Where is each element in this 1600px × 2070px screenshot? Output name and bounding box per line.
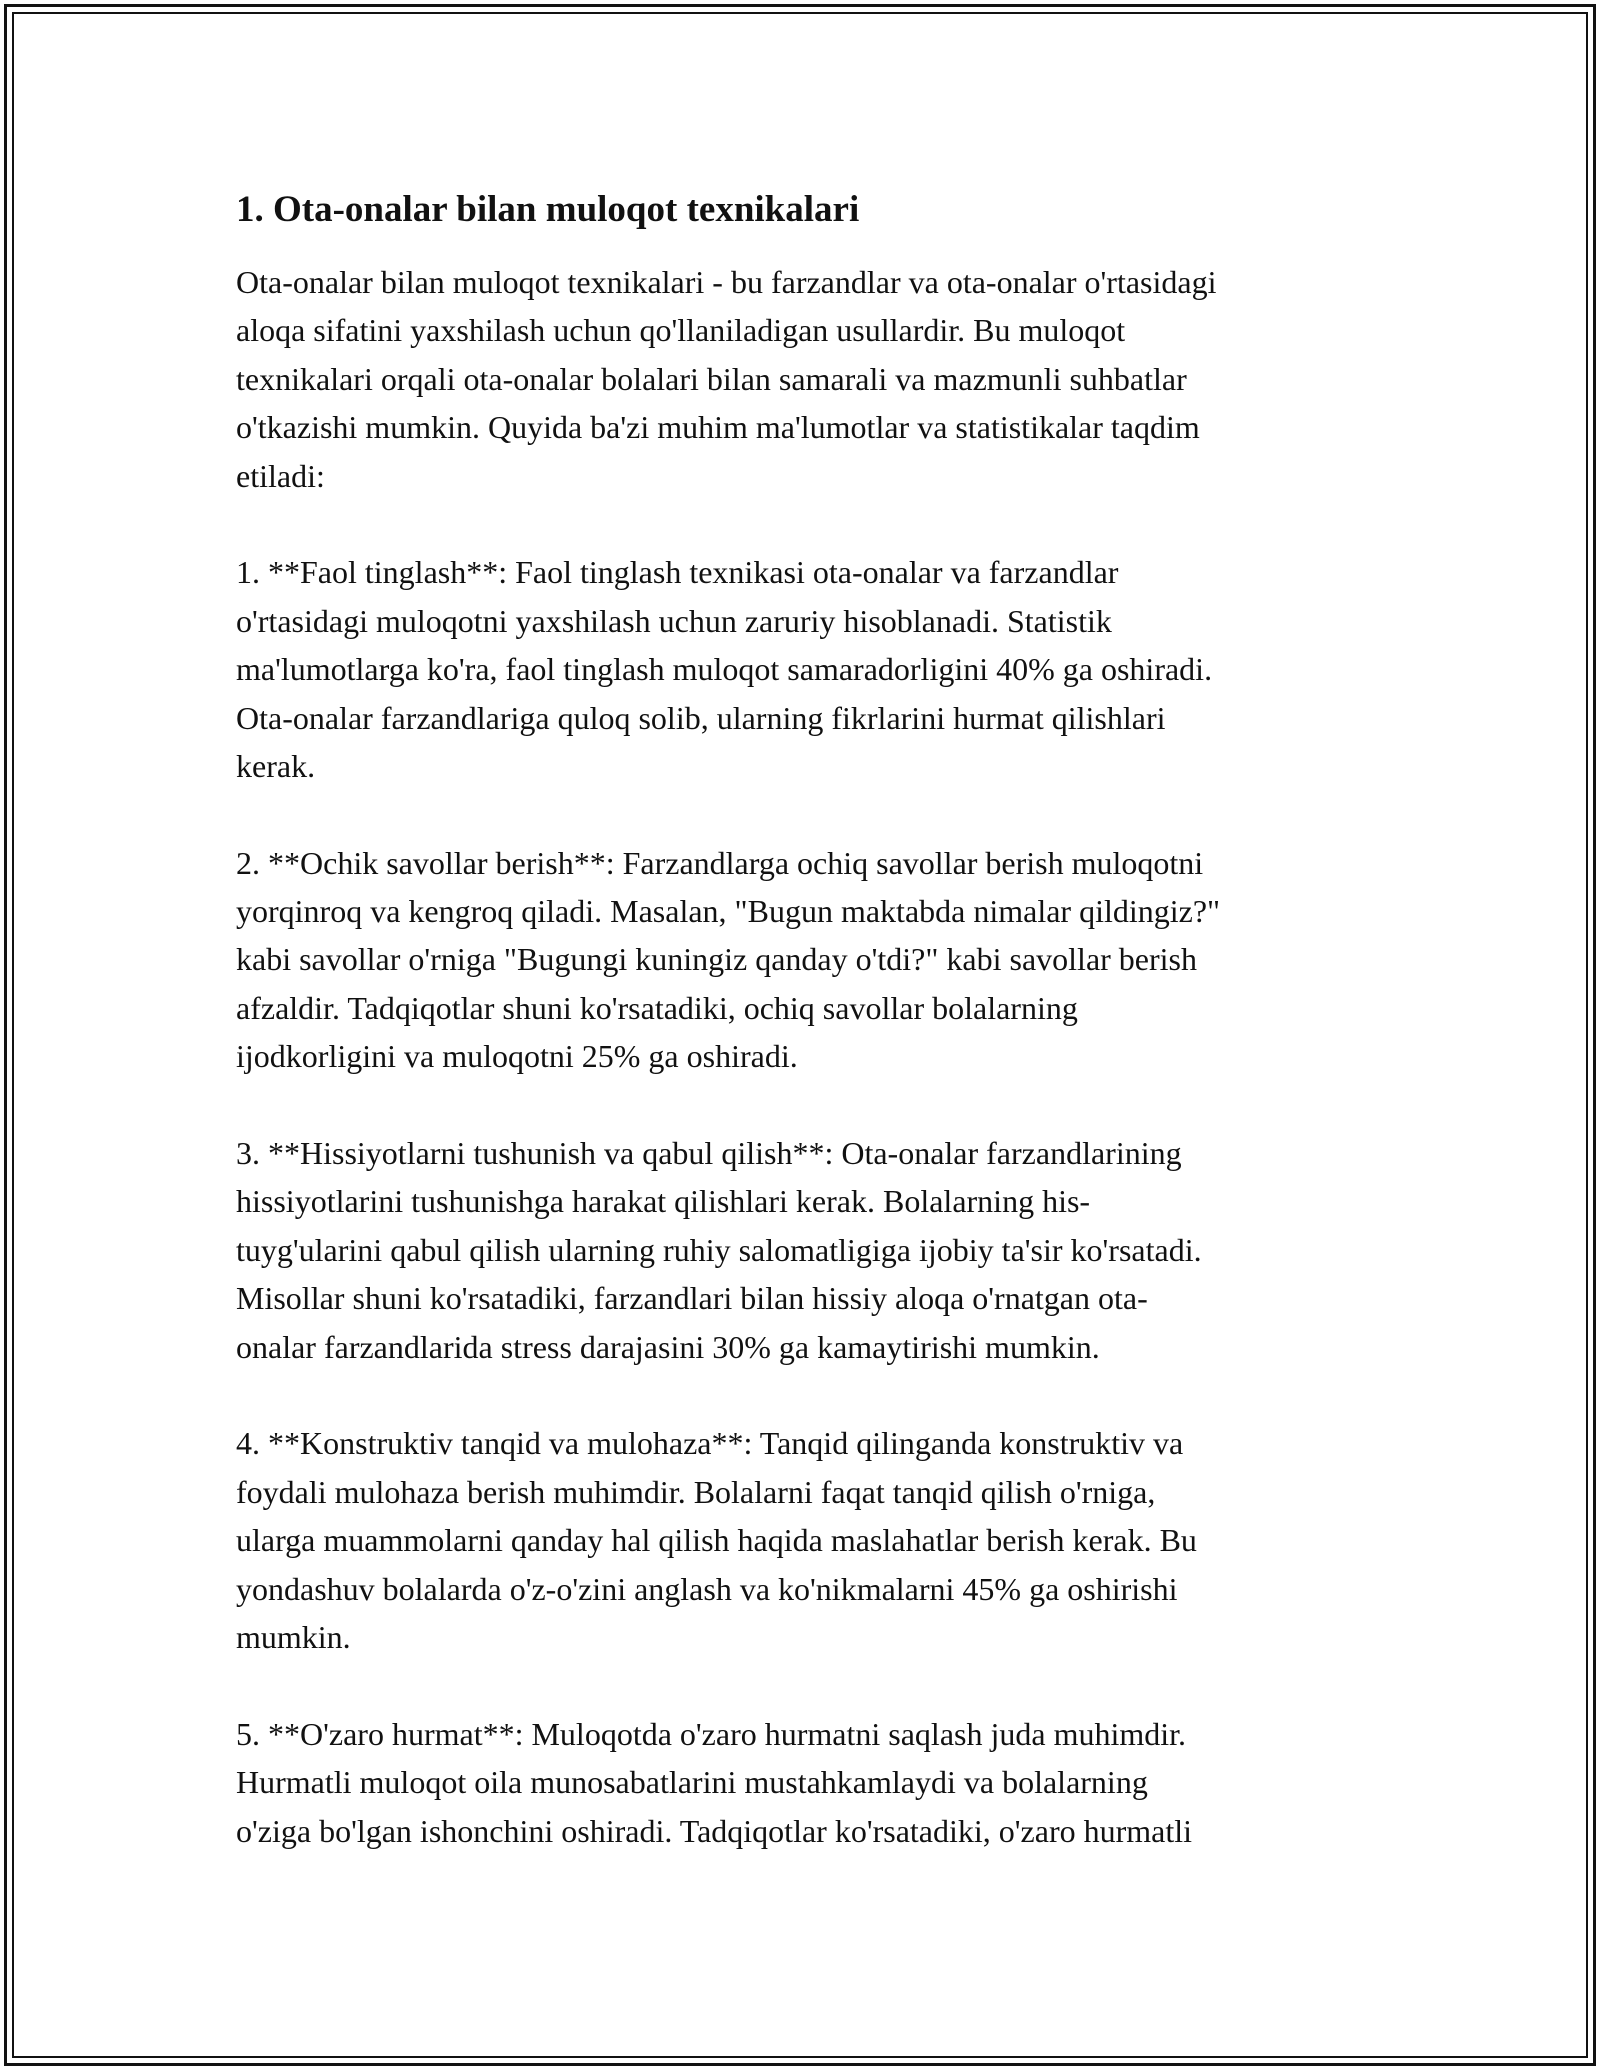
text-line: foydali mulohaza berish muhimdir. Bolalarni faqat tanqid qilish o'rniga, [236, 1473, 1156, 1510]
text-line: mumkin. [236, 1618, 351, 1655]
text-line: Ota-onalar bilan muloqot texnikalari - bu farzandlar va ota-onalar o'rtasidagi [236, 264, 1217, 300]
text-line: o'tkazishi mumkin. Quyida ba'zi muhim ma'lumotlar va statistikalar taqdim [236, 409, 1200, 446]
text-line: 5. **O'zaro hurmat**: Muloqotda o'zaro hurmatni saqlash juda muhimdir. [236, 1715, 1187, 1752]
text-line: yorqinroq va kengroq qiladi. Masalan, "Bugun maktabda nimalar qildingiz?" [236, 893, 1221, 930]
text-line: 1. **Faol tinglash**: Faol tinglash texnikasi ota-onalar va farzandlar [236, 554, 1119, 591]
text-line: 4. **Konstruktiv tanqid va mulohaza**: Tanqid qilinganda konstruktiv va [236, 1425, 1184, 1462]
text-line: o'ziga bo'lgan ishonchini oshiradi. Tadqiqotlar ko'rsatadiki, o'zaro hurmatli [236, 1812, 1193, 1849]
text-line: afzaldir. Tadqiqotlar shuni ko'rsatadiki, ochiq savollar bolalarning [236, 989, 1078, 1026]
text-line: tuyg'ularini qabul qilish ularning ruhiy salomatligiga ijobiy ta'sir ko'rsatadi. [236, 1231, 1202, 1268]
text-line: 2. **Ochik savollar berish**: Farzandlarga ochiq savollar berish muloqotni [236, 844, 1204, 881]
document-body [236, 186, 1386, 1855]
text-line: kabi savollar o'rniga "Bugungi kuningiz qanday o'tdi?" kabi savollar berish [236, 941, 1197, 978]
item-active-listening [236, 548, 1386, 790]
text-line: texnikalari orqali ota-onalar bolalari bilan samarali va mazmunli suhbatlar [236, 360, 1187, 397]
item-open-questions [236, 839, 1386, 1081]
text-line: ijodkorligini va muloqotni 25% ga oshiradi. [236, 1038, 798, 1075]
text-line: yondashuv bolalarda o'z-o'zini anglash va ko'nikmalarni 45% ga oshirishi [236, 1570, 1178, 1607]
intro-paragraph [236, 258, 1386, 500]
document-title: 1. Ota-onalar bilan muloqot texnikalari [236, 189, 860, 230]
item-constructive-criticism [236, 1419, 1386, 1661]
text-line: 3. **Hissiyotlarni tushunish va qabul qilish**: Ota-onalar farzandlarining [236, 1135, 1182, 1172]
text-line: ularga muammolarni qanday hal qilish haqida maslahatlar berish kerak. Bu [236, 1522, 1197, 1559]
text-line: aloqa sifatini yaxshilash uchun qo'llaniladigan usullardir. Bu muloqot [236, 312, 1126, 349]
text-line: hissiyotlarini tushunishga harakat qilishlari kerak. Bolalarning his- [236, 1183, 1091, 1220]
text-line: etiladi: [236, 457, 325, 494]
item-emotions [236, 1129, 1386, 1371]
text-line: Misollar shuni ko'rsatadiki, farzandlari bilan hissiy aloqa o'rnatgan ota- [236, 1280, 1148, 1317]
text-line: Hurmatli muloqot oila munosabatlarini mustahkamlaydi va bolalarning [236, 1764, 1148, 1801]
text-line: Ota-onalar farzandlariga quloq solib, ularning fikrlarini hurmat qilishlari [236, 699, 1166, 736]
text-line: onalar farzandlarida stress darajasini 30% ga kamaytirishi mumkin. [236, 1328, 1100, 1365]
text-line: ma'lumotlarga ko'ra, faol tinglash muloqot samaradorligini 40% ga oshiradi. [236, 651, 1213, 688]
text-line: o'rtasidagi muloqotni yaxshilash uchun zaruriy hisoblanadi. Statistik [236, 602, 1112, 639]
text-line: kerak. [236, 747, 316, 784]
item-mutual-respect [236, 1710, 1386, 1855]
